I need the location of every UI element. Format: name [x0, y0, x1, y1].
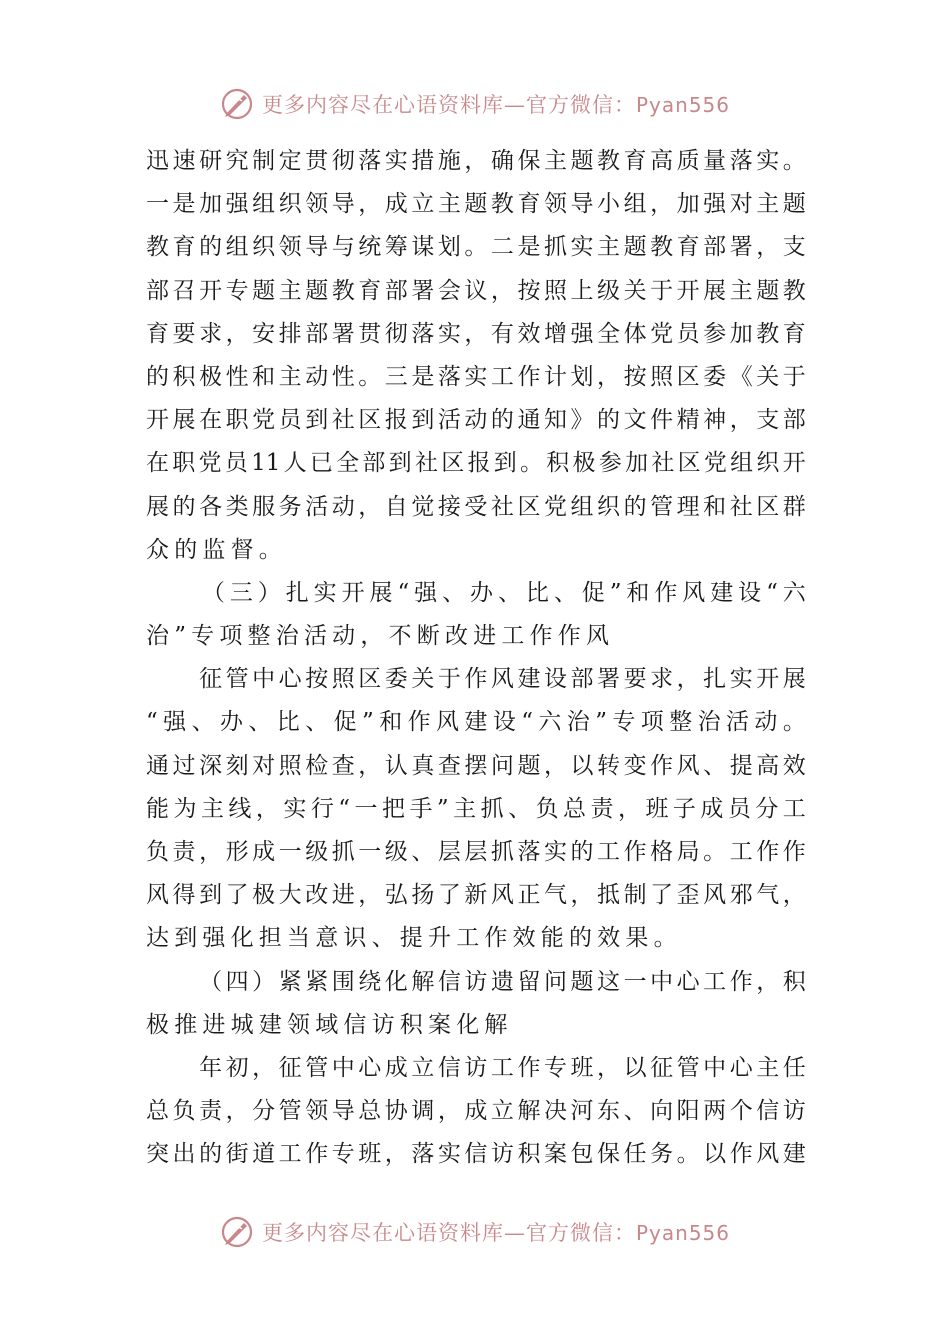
text-line: 一 是 加 强 组 织 领 导 ， 成 立 主 题 教 育 领 导 小 组 ， 加 强 对 主 题 [146, 191, 806, 218]
text-line: 在 职 党 员 11 人 已 全 部 到 社 区 报 到 。 积 极 参 加 社 区 党 组 织 开 [146, 450, 806, 477]
text-line: 部 召 开 专 题 主 题 教 育 部 署 会 议 ， 按 照 上 级 关 于 开 展 主 题 教 [146, 277, 806, 304]
watermark-text: 更多内容尽在心语资料库—官方微信：Pyan556 [261, 93, 730, 117]
text-line: 征 管 中 心 按 照 区 委 关 于 作 风 建 设 部 署 要 求 ， 扎 实 开 展 [199, 666, 806, 693]
text-line: 负 责 ， 形 成 一 级 抓 一 级 、 层 层 抓 落 实 的 工 作 格 局 。 工 作 作 [146, 839, 806, 865]
text-line: 总 负 责 ， 分 管 领 导 总 协 调 ， 成 立 解 决 河 东 、 向 阳 两 个 信 访 [146, 1098, 806, 1125]
watermark-text: 更多内容尽在心语资料库—官方微信：Pyan556 [261, 1221, 730, 1245]
text-line: 极推进城建领域信访积案化解 [146, 1011, 513, 1038]
text-line: 迅 速 研 究 制 定 贯 彻 落 实 措 施 ， 确 保 主 题 教 育 高 质 量 落 实 。 [146, 148, 806, 174]
wechat-handle: Pyan556 [635, 93, 730, 117]
text-line: 达到强化担当意识、提升工作效能的效果。 [146, 925, 682, 952]
text-line: 能 为 主 线 ， 实 行 “ 一 把 手 ” 主 抓 、 负 总 责 ， 班 子 成 员 分 工 [146, 795, 806, 822]
text-line: “ 强 、 办 、 比 、 促 ” 和 作 风 建 设 “ 六 治 ” 专 项 整 治 活 动 。 [146, 709, 806, 736]
text-line: 治”专项整治活动，不断改进工作作风 [146, 623, 615, 650]
pen-logo-icon [220, 1215, 254, 1249]
text-line: 风 得 到 了 极 大 改 进 ， 弘 扬 了 新 风 正 气 ， 抵 制 了 歪 风 邪 气 ， [146, 882, 806, 909]
text-line: 通 过 深 刻 对 照 检 查 ， 认 真 查 摆 问 题 ， 以 转 变 作 风 、 提 高 效 [146, 752, 806, 779]
text-line: 育 要 求 ， 安 排 部 署 贯 彻 落 实 ， 有 效 增 强 全 体 党 员 参 加 教 育 [146, 320, 806, 347]
pen-logo-icon [220, 87, 254, 121]
text-line: 年 初 ， 征 管 中 心 成 立 信 访 工 作 专 班 ， 以 征 管 中 心 主 任 [199, 1054, 806, 1081]
header-watermark-banner [0, 84, 950, 124]
document-body [146, 140, 806, 1177]
text-line: 教 育 的 组 织 领 导 与 统 筹 谋 划 。 二 是 抓 实 主 题 教 育 部 署 ， 支 [146, 234, 806, 261]
wechat-handle: Pyan556 [635, 1221, 730, 1245]
text-line: 展 的 各 类 服 务 活 动 ， 自 觉 接 受 社 区 党 组 织 的 管 理 和 社 区 群 [146, 493, 806, 520]
text-line: （ 三 ） 扎 实 开 展 “ 强 、 办 、 比 、 促 ” 和 作 风 建 设 “ 六 [201, 579, 806, 606]
text-line: 突 出 的 街 道 工 作 专 班 ， 落 实 信 访 积 案 包 保 任 务 。 以 作 风 建 [146, 1141, 806, 1168]
text-line: 开 展 在 职 党 员 到 社 区 报 到 活 动 的 通 知 》 的 文 件 精 神 ， 支 部 [146, 407, 806, 434]
footer-watermark-banner [0, 1212, 950, 1252]
text-line: （ 四 ） 紧 紧 围 绕 化 解 信 访 遗 留 问 题 这 一 中 心 工 作 ， 积 [199, 968, 806, 995]
text-line: 众的监督。 [146, 536, 287, 563]
text-line: 的 积 极 性 和 主 动 性 。 三 是 落 实 工 作 计 划 ， 按 照 区 委 《 关 于 [146, 363, 806, 390]
